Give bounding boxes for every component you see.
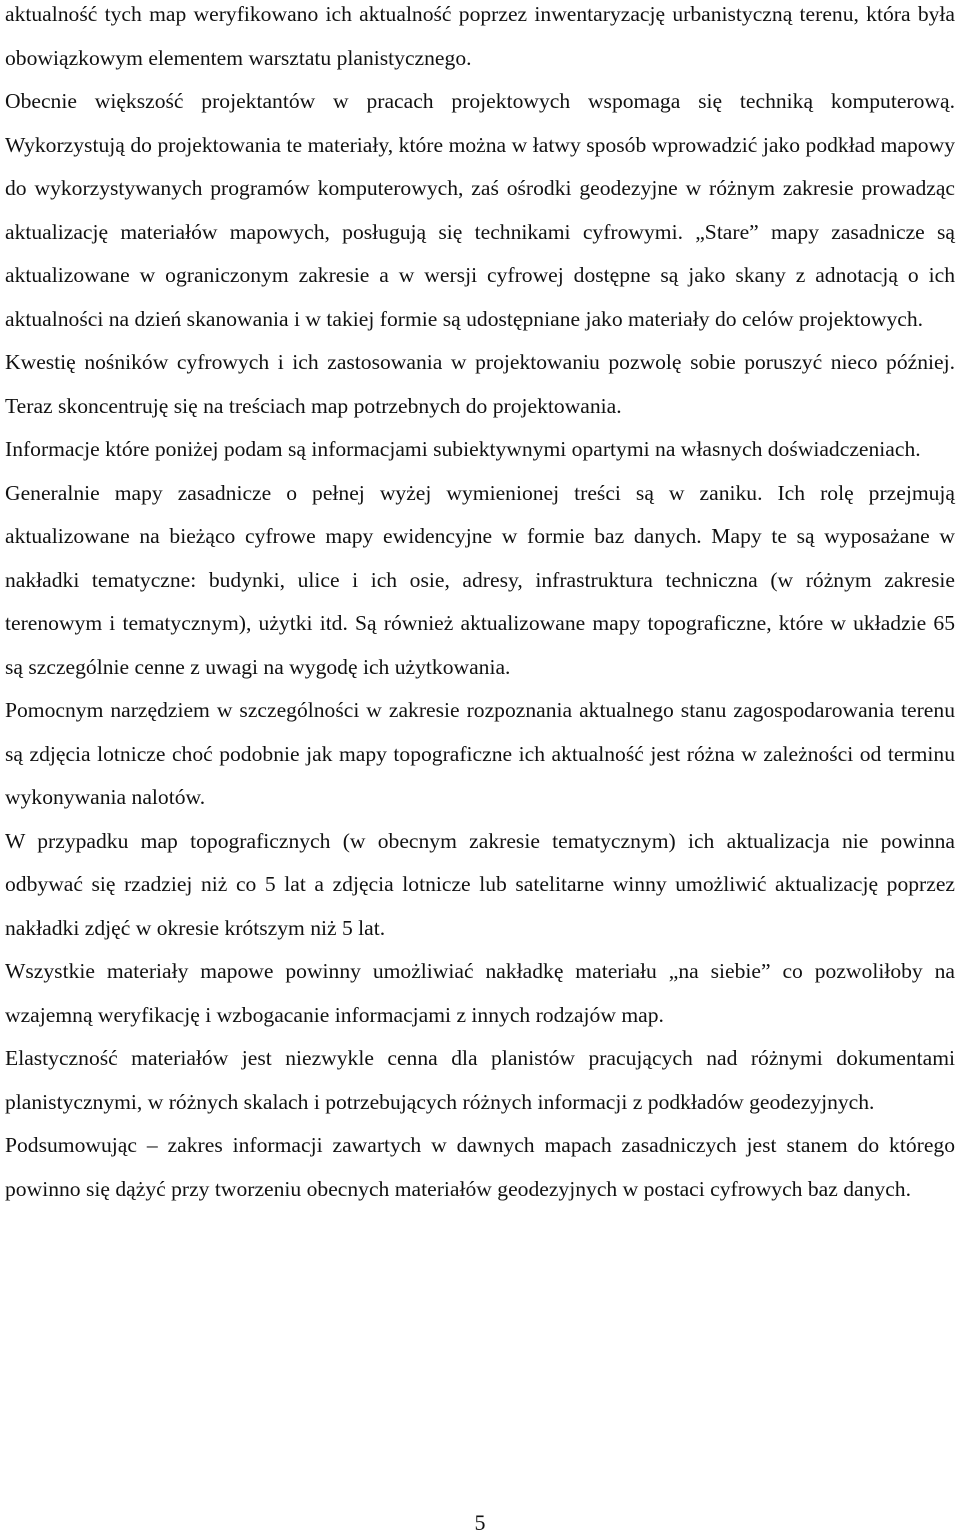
paragraph-8: Wszystkie materiały mapowe powinny umożliwiać nakładkę materiału „na siebie” co pozwoliłoby na wzajemną weryfikację i wzbogacanie informacjami z innych rodzajów map. bbox=[5, 959, 955, 1027]
body-text bbox=[5, 0, 955, 1211]
paragraph-7: W przypadku map topograficznych (w obecnym zakresie tematycznym) ich aktualizacja nie powinna odbywać się rzadziej niż co 5 lat a zdjęcia lotnicze lub satelitarne winny umożliwić aktualizację poprzez nakładki zdjęć w okresie krótszym niż 5 lat. bbox=[5, 828, 955, 940]
paragraph-10: Podsumowując – zakres informacji zawartych w dawnych mapach zasadniczych jest stanem do którego powinno się dążyć przy tworzeniu obecnych materiałów geodezyjnych w postaci cyfrowych baz danych. bbox=[5, 1133, 955, 1201]
paragraph-4: Informacje które poniżej podam są informacjami subiektywnymi opartymi na własnych doświadczeniach. bbox=[5, 437, 921, 462]
paragraph-1: aktualność tych map weryfikowano ich aktualność poprzez inwentaryzację urbanistyczną terenu, która była obowiązkowym elementem warsztatu planistycznego. bbox=[5, 2, 955, 70]
paragraph-6: Pomocnym narzędziem w szczególności w zakresie rozpoznania aktualnego stanu zagospodarowania terenu są zdjęcia lotnicze choć podobnie jak mapy topograficzne ich aktualność jest różna w zależności od terminu wykonywania nalotów. bbox=[5, 698, 955, 810]
paragraph-5: Generalnie mapy zasadnicze o pełnej wyżej wymienionej treści są w zaniku. Ich rolę przejmują aktualizowane na bieżąco cyfrowe mapy ewidencyjne w formie baz danych. Mapy te są wyposażane w nakładki tematyczne: budynki, ulice i ich osie, adresy, infrastruktura techniczna (w różnym zakresie terenowym i tematycznym), użytki itd. Są również aktualizowane mapy topograficzne, które w układzie 65 są szczególnie cenne z uwagi na wygodę ich użytkowania. bbox=[5, 480, 955, 679]
paragraph-3: Kwestię nośników cyfrowych i ich zastosowania w projektowaniu pozwolę sobie poruszyć nieco później. Teraz skoncentruję się na treściach map potrzebnych do projektowania. bbox=[5, 350, 955, 418]
paragraph-2: Obecnie większość projektantów w pracach projektowych wspomaga się techniką komputerową. Wykorzystują do projektowania te materiały, które można w łatwy sposób wprowadzić jako podkład mapowy do wykorzystywanych programów komputerowych, zaś ośrodki geodezyjne w różnym zakresie prowadząc aktualizację materiałów mapowych, posługują się technikami cyfrowymi. „Stare” mapy zasadnicze są aktualizowane w ograniczonym zakresie a w wersji cyfrowej dostępne są jako skany z adnotacją o ich aktualności na dzień skanowania i w takiej formie są udostępniane jako materiały do celów projektowych. bbox=[5, 89, 955, 331]
paragraph-9: Elastyczność materiałów jest niezwykle cenna dla planistów pracujących nad różnymi dokumentami planistycznymi, w różnych skalach i potrzebujących różnych informacji z podkładów geodezyjnych. bbox=[5, 1046, 955, 1114]
page-number: 5 bbox=[474, 1510, 486, 1535]
